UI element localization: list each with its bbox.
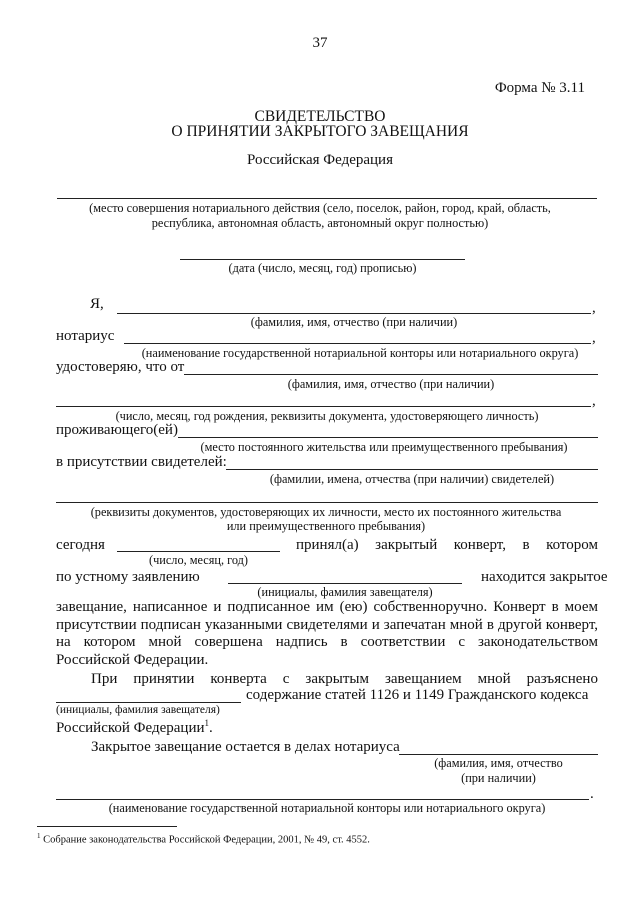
form-number: Форма № 3.11 <box>494 80 585 96</box>
custody-text: Закрытое завещание остается в делах нотариуса <box>91 739 400 755</box>
acceptance-date-hint: (число, месяц, год) <box>148 553 249 567</box>
testator-residence-field[interactable] <box>178 437 598 438</box>
acceptance-paragraph: завещание, написанное и подписанное им (ею) собственноручно. Конверт в моем присутствии подписан указанными свидетелями и запечатан мной в другой конверт, на котором мной совершена надпись в соответствии с законодательством Российской Федерации. <box>56 599 598 668</box>
notary-office-hint: (наименование государственной нотариальной конторы или нотариального округа) <box>141 346 579 360</box>
witnesses-docs-hint-1: (реквизиты документов, удостоверяющих их личности, место их постоянного жительства <box>90 505 562 519</box>
date-field[interactable] <box>180 259 465 260</box>
comma: , <box>592 330 596 346</box>
certify-label: удостоверяю, что от <box>56 359 185 375</box>
document-title: СВИДЕТЕЛЬСТВО <box>254 108 386 125</box>
witnesses-docs-field[interactable] <box>56 502 598 503</box>
explanation-line-1: При принятии конверта с закрытым завещанием мной разъяснено <box>91 671 598 687</box>
custody-notary-name-field[interactable] <box>399 754 598 755</box>
document-subtitle: О ПРИНЯТИИ ЗАКРЫТОГО ЗАВЕЩАНИЯ <box>171 123 469 140</box>
footnote-marker: 1 <box>37 832 41 840</box>
testator-residence-hint: (место постоянного жительства или преимущественного пребывания) <box>200 440 568 454</box>
date-hint: (дата (число, месяц, год) прописью) <box>228 261 417 275</box>
acceptance-date-field[interactable] <box>117 551 280 552</box>
located-label: находится закрытое <box>481 569 608 585</box>
explanation-initials-hint: (инициалы, фамилия завещателя) <box>56 704 220 716</box>
explanation-line-3: Российской Федерации$^1$. <box>56 718 213 736</box>
place-hint-1: (место совершения нотариального действия (село, поселок, район, город, край, область, <box>89 201 551 215</box>
today-label: сегодня <box>56 537 105 553</box>
footnote-ref[interactable]: 1 <box>204 718 210 728</box>
custody-name-hint-1: (фамилия, имя, отчество <box>434 756 563 770</box>
page-number: 37 <box>312 35 328 51</box>
custody-office-field[interactable] <box>56 799 589 800</box>
witnesses-label: в присутствии свидетелей: <box>56 454 227 470</box>
comma: , <box>592 393 596 409</box>
testator-birth-field[interactable] <box>56 406 591 407</box>
testator-name-field[interactable] <box>184 374 598 375</box>
accepted-text: принял(а) закрытый конверт, в котором <box>296 537 598 553</box>
explanation-initials-field[interactable] <box>56 702 241 703</box>
testator-name-hint: (фамилия, имя, отчество (при наличии) <box>287 377 495 391</box>
testator-birth-hint: (число, месяц, год рождения, реквизиты документа, удостоверяющего личность) <box>115 409 539 423</box>
testator-initials-field[interactable] <box>228 583 462 584</box>
explanation-line-2: содержание статей 1126 и 1149 Гражданского кодекса <box>246 687 589 703</box>
witnesses-docs-hint-2: или преимущественного пребывания) <box>226 519 426 533</box>
period: . <box>590 786 594 802</box>
i-label: Я, <box>90 296 104 312</box>
comma: , <box>592 300 596 316</box>
notary-name-hint: (фамилия, имя, отчество (при наличии) <box>250 315 458 329</box>
notary-label: нотариус <box>56 328 115 344</box>
place-hint-2: республика, автономная область, автономный округ полностью) <box>151 216 489 230</box>
footnote-divider <box>37 826 177 827</box>
notary-office-field[interactable] <box>124 343 591 344</box>
custody-name-hint-2: (при наличии) <box>461 771 536 785</box>
witnesses-names-hint: (фамилии, имена, отчества (при наличии) свидетелей) <box>269 472 555 486</box>
footnote: $^1$ Собрание законодательства Российской Федерации, 2001, № 49, ст. 4552. <box>37 832 370 846</box>
notary-name-field[interactable] <box>117 313 591 314</box>
testator-initials-hint: (инициалы, фамилия завещателя) <box>257 585 433 599</box>
country-name: Российская Федерация <box>247 152 393 168</box>
custody-office-hint: (наименование государственной нотариальной конторы или нотариального округа) <box>108 801 546 815</box>
oral-statement-label: по устному заявлению <box>56 569 200 585</box>
residing-label: проживающего(ей) <box>56 422 178 438</box>
place-field[interactable] <box>57 198 597 199</box>
witnesses-names-field[interactable] <box>226 469 598 470</box>
